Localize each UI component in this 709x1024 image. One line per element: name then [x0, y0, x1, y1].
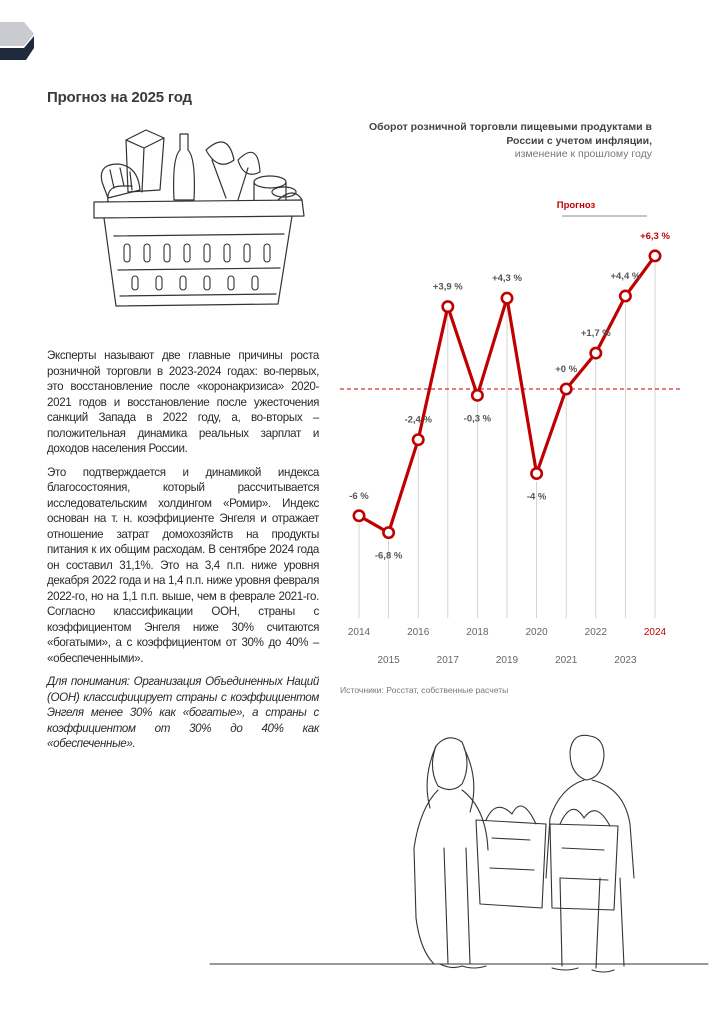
- chart-subtitle: изменение к прошлому году: [514, 148, 652, 160]
- x-tick-2022: 2022: [584, 627, 607, 638]
- value-label-2017: +3,9 %: [432, 281, 463, 293]
- value-label-2020: -4 %: [526, 491, 547, 503]
- value-label-2022: +1,7 %: [580, 328, 611, 340]
- article-body: [47, 348, 319, 760]
- x-tick-2021: 2021: [555, 655, 578, 666]
- corner-tab-marker: [0, 22, 34, 60]
- x-tick-2016: 2016: [407, 627, 430, 638]
- x-tick-2020: 2020: [525, 627, 548, 638]
- x-tick-2024: 2024: [643, 627, 667, 638]
- page-title: Прогноз на 2025 год: [47, 89, 192, 106]
- value-label-2023: +4,4 %: [610, 271, 641, 283]
- x-tick-2015: 2015: [377, 655, 400, 666]
- x-tick-2018: 2018: [466, 627, 489, 638]
- x-tick-2019: 2019: [495, 655, 519, 666]
- value-label-2021: +0 %: [555, 364, 578, 375]
- data-point-2016: [413, 435, 423, 445]
- paragraph-un-note: Для понимания: Организация Объединенных Наций (ООН) классифицирует страны с коэффициентом Энгеля менее 30% как «богатые», а страны с коэффициентом от 30% до 40% как «обеспеченные».: [47, 675, 319, 750]
- data-point-2022: [591, 348, 601, 358]
- data-point-2023: [620, 291, 630, 301]
- data-point-2021: [561, 384, 571, 394]
- data-point-2019: [502, 293, 512, 303]
- retail-turnover-line-chart: [330, 180, 709, 680]
- value-label-2014: -6 %: [349, 490, 369, 502]
- value-label-2018: -0,3 %: [463, 413, 492, 425]
- data-point-2015: [383, 527, 393, 537]
- data-point-2018: [472, 390, 482, 400]
- x-tick-2023: 2023: [614, 655, 637, 666]
- paragraph-engel-index: Это подтверждается и динамикой индекса благосостояния, который рассчитывается исследовательским холдингом «Ромир». Индекс основан на т. н. коэффициенте Энгеля и отражает отношение затрат домохозяйств на продукты питания к их общим расходам. В сентябре 2024 года он составил 31,1%. Это на 3,4 п.п. ниже уровня декабря 2022 года и на 1,4 п.п. ниже уровня февраля 2022-го, но на 1,1 п.п. выше, чем в феврале 2021-го. Согласно классификации ООН, страны с коэффициентом Энгеля ниже 30% считаются «богатыми», а с коэффициентом от 30% до 40% – «обеспеченными».: [47, 465, 319, 665]
- x-tick-2017: 2017: [436, 655, 459, 666]
- data-point-2024: [650, 251, 660, 261]
- value-label-2016: -2,4 %: [404, 414, 432, 426]
- data-point-2017: [443, 301, 453, 311]
- value-label-2019: +4,3 %: [492, 273, 522, 285]
- paragraph-reasons: Эксперты называют две главные причины роста розничной торговли в 2023-2024 годах: во-первых, это восстановление после «коронакризиса» 2020-2021 годов и восстановление после ужесточения санкций Запада в 2022 году, а, во-вторых – положительная динамика реальных зарплат и доходов населения России.: [47, 349, 319, 455]
- data-point-2014: [354, 511, 364, 521]
- chart-source: Источники: Росстат, собственные расчеты: [340, 685, 509, 695]
- data-point-2020: [531, 468, 541, 478]
- forecast-label: Прогноз: [556, 200, 596, 211]
- couple-with-bags-illustration: [200, 728, 709, 978]
- chart-title-main: Оборот розничной торговли пищевыми продуктами в России с учетом инфляции,: [368, 121, 652, 147]
- value-label-2015: -6,8 %: [374, 550, 403, 562]
- value-label-2024: +6,3 %: [640, 230, 670, 242]
- x-tick-2014: 2014: [347, 627, 371, 638]
- grocery-basket-illustration: [88, 120, 318, 320]
- chart-title: [362, 121, 652, 162]
